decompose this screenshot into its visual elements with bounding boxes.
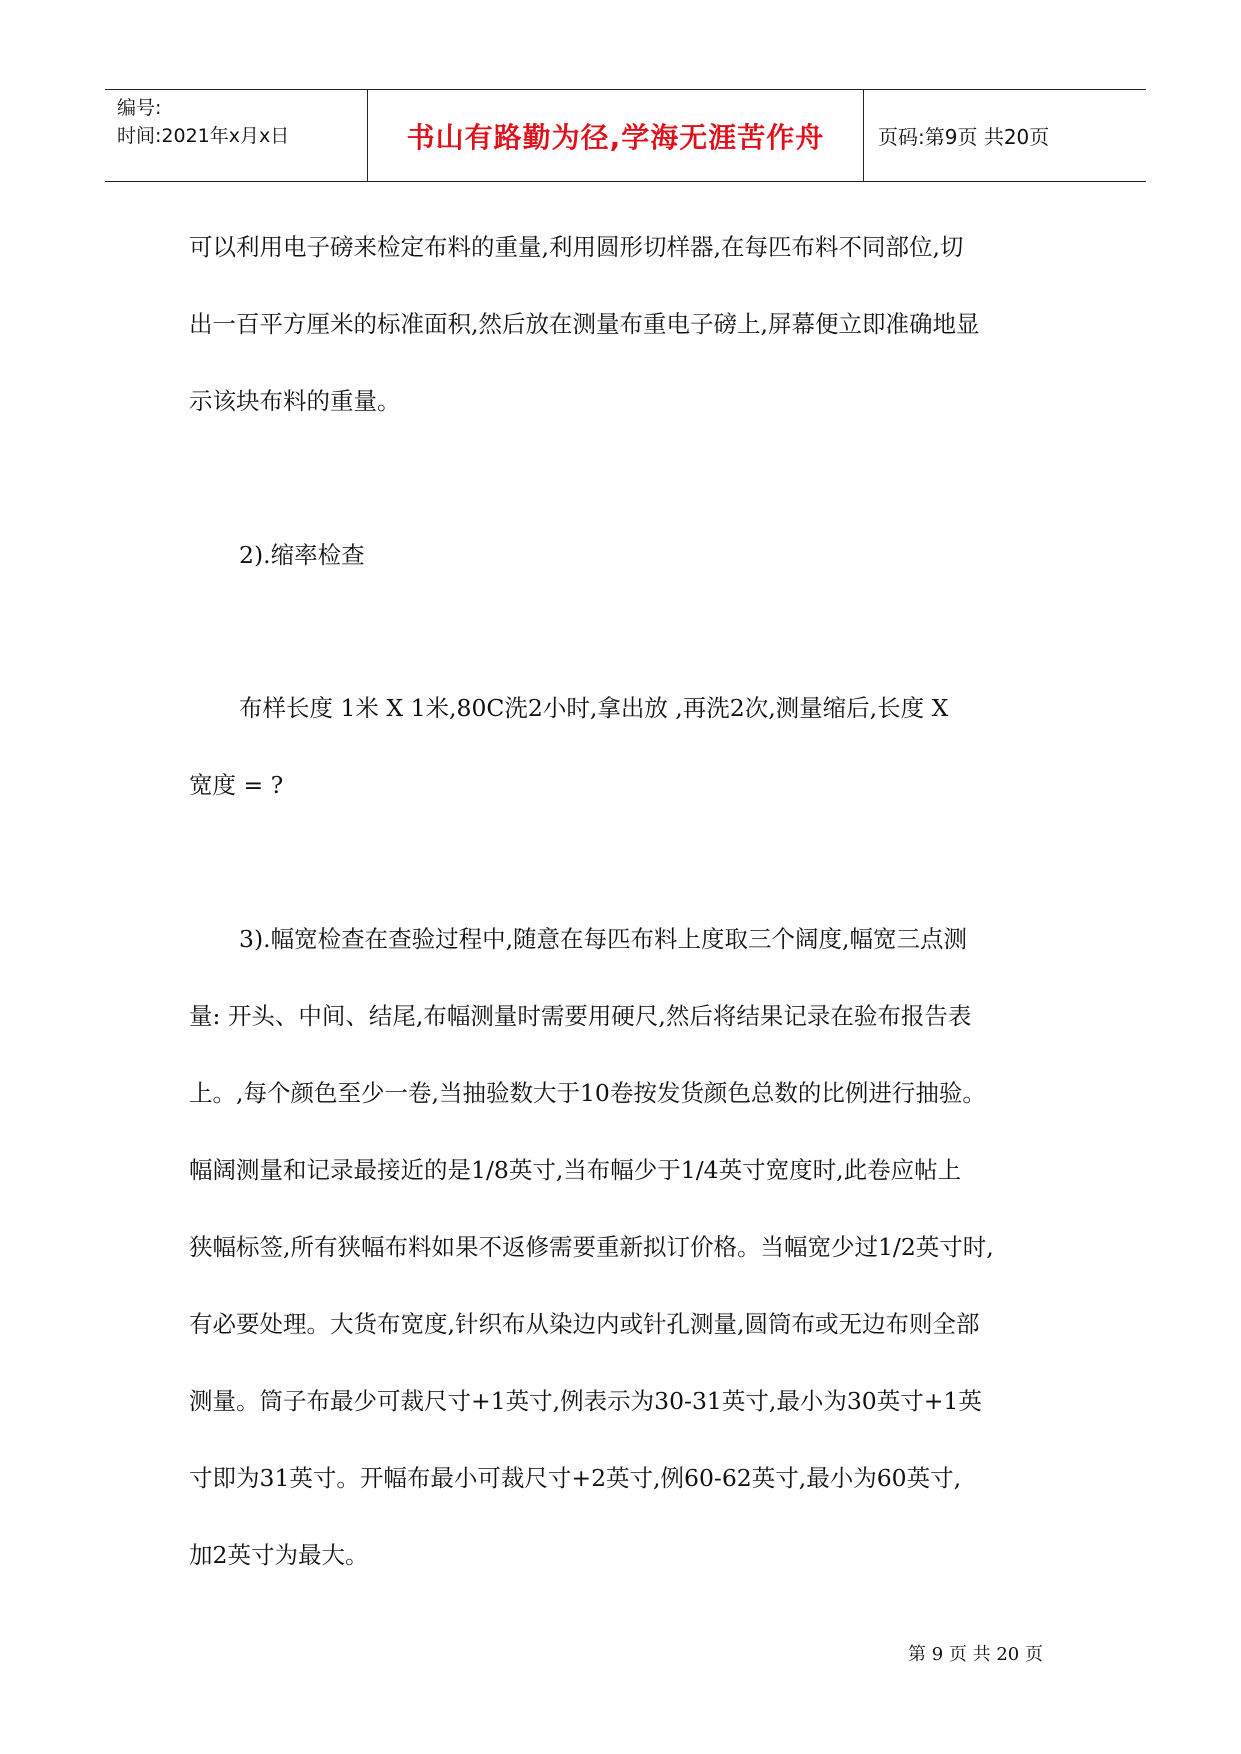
body-line: 3).幅宽检查在查验过程中,随意在每匹布料上度取三个阔度,幅宽三点测 — [239, 925, 968, 953]
body-line: 幅阔测量和记录最接近的是1/8英寸,当布幅少于1/4英寸宽度时,此卷应帖上 — [189, 1156, 962, 1184]
document-number-label: 编号: — [117, 97, 162, 119]
body-line: 有必要处理。大货布宽度,针织布从染边内或针孔测量,圆筒布或无边布则全部 — [189, 1310, 980, 1338]
body-line: 量: 开头、中间、结尾,布幅测量时需要用硬尺,然后将结果记录在验布报告表 — [189, 1002, 972, 1030]
header-page-label: 页码:第9页 共20页 — [878, 125, 1050, 149]
page-footer: 第 9 页 共 20 页 — [908, 1644, 1043, 1665]
header-motto: 书山有路勤为径,学海无涯苦作舟 — [368, 90, 864, 181]
body-line: 寸即为31英寸。开幅布最小可裁尺寸+2英寸,例60-62英寸,最小为60英寸, — [189, 1464, 962, 1492]
body-line: 加2英寸为最大。 — [189, 1541, 369, 1569]
body-line: 可以利用电子磅来检定布料的重量,利用圆形切样器,在每匹布料不同部位,切 — [189, 233, 964, 261]
body-line: 布样长度 1米 X 1米,80C洗2小时,拿出放 ,再洗2次,测量缩后,长度 X — [239, 694, 949, 722]
body-line: 测量。筒子布最少可裁尺寸+1英寸,例表示为30-31英寸,最小为30英寸+1英 — [189, 1387, 982, 1415]
body-line: 示该块布料的重量。 — [189, 387, 401, 415]
body-line: 宽度 = ? — [189, 771, 284, 799]
body-line: 上。,每个颜色至少一卷,当抽验数大于10卷按发货颜色总数的比例进行抽验。 — [189, 1079, 986, 1107]
header-info-cell — [105, 90, 368, 181]
section-heading: 2).缩率检查 — [239, 541, 365, 569]
page-header — [105, 89, 1146, 182]
document-time-label: 时间:2021年x月x日 — [117, 125, 290, 147]
body-line: 狭幅标签,所有狭幅布料如果不返修需要重新拟订价格。当幅宽少过1/2英寸时, — [189, 1233, 994, 1261]
body-line: 出一百平方厘米的标准面积,然后放在测量布重电子磅上,屏幕便立即准确地显 — [189, 310, 980, 338]
